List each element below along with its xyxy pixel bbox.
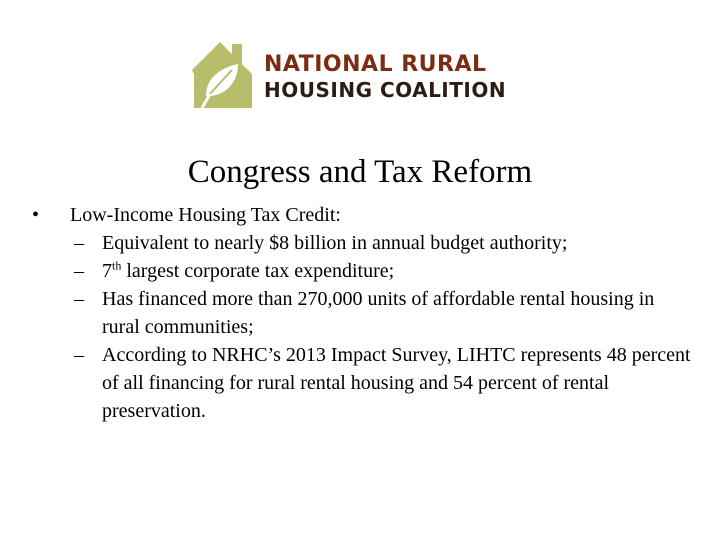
- sub-bullet-text-rest: largest corporate tax expenditure;: [121, 260, 395, 282]
- dash-mark: –: [74, 260, 84, 282]
- sub-bullet-text: [102, 257, 692, 285]
- slide-title: Congress and Tax Reform: [187, 154, 533, 190]
- dash-mark: –: [74, 232, 84, 254]
- sub-bullet-item: [74, 285, 692, 341]
- slide-content: [32, 201, 692, 425]
- logo: [188, 34, 533, 116]
- sub-bullet-item: [74, 257, 692, 285]
- sub-bullet-text: According to NRHC’s 2013 Impact Survey, LIHTC represents 48 percent of all financing for rural rental housing and 54 percent of rental preservation.: [102, 344, 691, 422]
- bullet-text: Low-Income Housing Tax Credit:: [70, 204, 341, 226]
- bullet-mark: •: [32, 204, 40, 226]
- sub-bullet-item: [74, 229, 692, 257]
- logo-text-line1: NATIONAL RURAL: [264, 52, 487, 77]
- bullet-item: [32, 201, 692, 229]
- sub-bullet-text: Has financed more than 270,000 units of affordable rental housing in rural communities;: [102, 288, 655, 338]
- ordinal-number: 7: [102, 260, 112, 282]
- ordinal-suffix: th: [112, 258, 122, 273]
- sub-bullet-item: [74, 341, 692, 425]
- logo-text-line2: HOUSING COALITION: [264, 78, 507, 102]
- dash-mark: –: [74, 288, 84, 310]
- sub-bullet-list: [32, 229, 692, 425]
- dash-mark: –: [74, 344, 84, 366]
- sub-bullet-text: Equivalent to nearly $8 billion in annual budget authority;: [102, 232, 568, 254]
- house-leaf-icon: [188, 34, 258, 114]
